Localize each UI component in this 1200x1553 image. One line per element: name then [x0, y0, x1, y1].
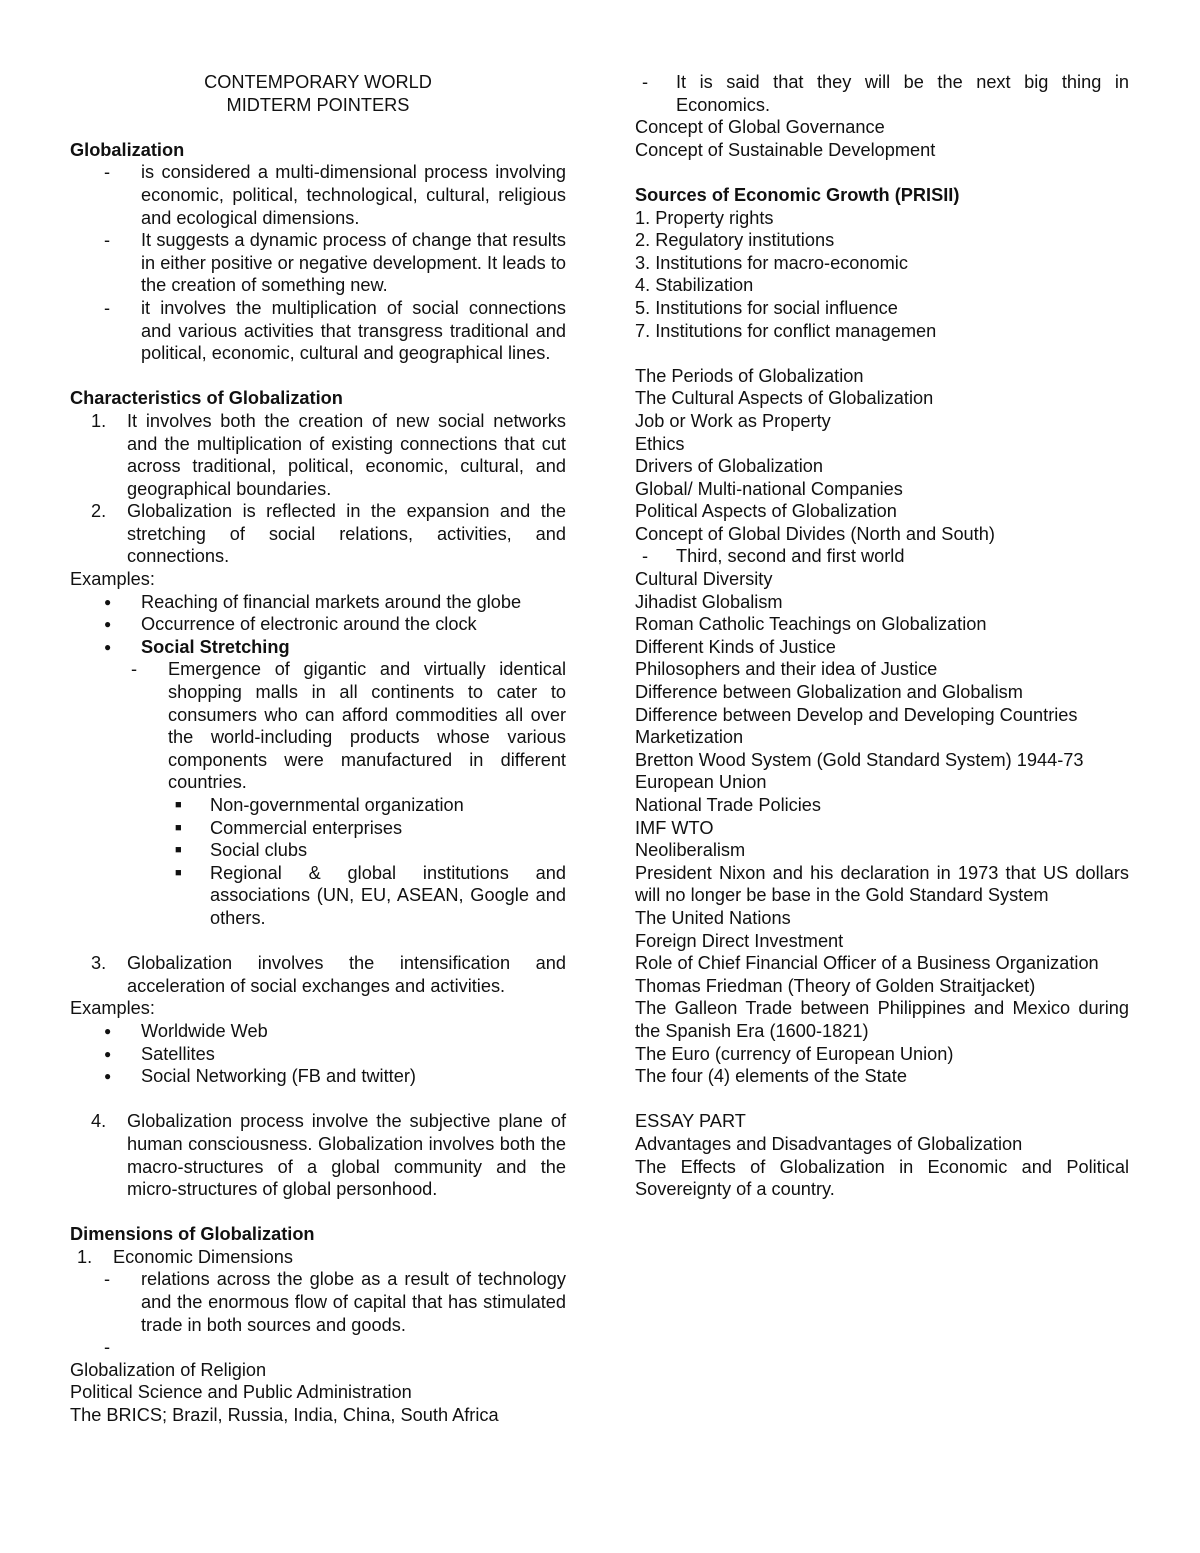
- sub-example-item: ■ Regional & global institutions and associations (UN, EU, ASEAN, Google and others.: [175, 862, 566, 928]
- social-stretching-description: - Emergence of gigantic and virtually identical shopping malls in all continents to cater to consumers who can afford commodities all over the world-including products whose various components were manufactured in different countries.: [131, 659, 566, 793]
- topic-line: The Cultural Aspects of Globalization: [635, 388, 934, 409]
- topic-paragraph: President Nixon and his declaration in 1973 that US dollars will no longer be base in the Gold Standard System: [635, 862, 1129, 906]
- essay-item: Advantages and Disadvantages of Globalization: [635, 1133, 1023, 1154]
- globalization-heading: Globalization: [70, 139, 185, 160]
- characteristic-item: 4. Globalization process involve the subjective plane of human consciousness. Globalization involves both the macro-structures of a global community and the micro-structures of global personhood.: [91, 1111, 566, 1200]
- characteristic-item: 2. Globalization is reflected in the expansion and the stretching of social relations, activities, and connections.: [91, 501, 566, 567]
- topic-line: Different Kinds of Justice: [635, 636, 836, 657]
- topic-line: Roman Catholic Teachings on Globalization: [635, 614, 987, 635]
- topic-line: Philosophers and their idea of Justice: [635, 659, 938, 680]
- topic-line: Difference between Globalization and Globalism: [635, 682, 1023, 703]
- example-item-social-stretching: ● Social Stretching: [104, 636, 290, 657]
- sub-example-item: ■ Non-governmental organization: [175, 795, 464, 815]
- topic-line: Jihadist Globalism: [635, 591, 783, 612]
- topic-line: Cultural Diversity: [635, 569, 773, 590]
- globalization-point: - It suggests a dynamic process of change that results in either positive or negative development. It leads to the creation of something new.: [104, 230, 566, 296]
- dimension-point-empty: -: [104, 1337, 111, 1358]
- source-item: 7. Institutions for conflict managemen: [635, 320, 937, 341]
- topic-line: The Euro (currency of European Union): [635, 1043, 954, 1064]
- dimensions-heading: Dimensions of Globalization: [70, 1224, 315, 1245]
- topic-paragraph: The Galleon Trade between Philippines and Mexico during the Spanish Era (1600-1821): [635, 998, 1129, 1041]
- characteristic-item: 3. Globalization involves the intensification and acceleration of social exchanges and activities.: [91, 953, 566, 996]
- topic-line: Neoliberalism: [635, 840, 746, 861]
- topic-line: Marketization: [635, 727, 744, 748]
- sources-heading: Sources of Economic Growth (PRISII): [635, 184, 960, 205]
- topic-line: Difference between Develop and Developing Countries: [635, 704, 1078, 725]
- topic-line: Foreign Direct Investment: [635, 930, 844, 951]
- left-column: [70, 71, 566, 1427]
- example-item: ● Social Networking (FB and twitter): [104, 1066, 416, 1087]
- examples-label: Examples:: [70, 569, 155, 590]
- dimension-point: - relations across the globe as a result of technology and the enormous flow of capital that has stimulated trade in both sources and goods.: [104, 1269, 566, 1335]
- tail-line: Political Science and Public Administration: [70, 1382, 412, 1403]
- topic-line: IMF WTO: [635, 817, 714, 838]
- topic-line: Concept of Global Governance: [635, 117, 885, 138]
- topic-line: Thomas Friedman (Theory of Golden Straitjacket): [635, 975, 1036, 996]
- topic-line: Concept of Global Divides (North and South): [635, 523, 995, 544]
- characteristic-item: 1. It involves both the creation of new social networks and the multiplication of existing connections that cut across traditional, political, economic, cultural, and geographical boundaries.: [91, 410, 566, 499]
- topic-paragraph: Role of Chief Financial Officer of a Business Organization: [635, 953, 1099, 974]
- topic-line: National Trade Policies: [635, 795, 822, 815]
- right-column: [635, 71, 1129, 1201]
- topic-line: Job or Work as Property: [635, 410, 831, 431]
- sub-example-item: ■ Social clubs: [175, 840, 308, 861]
- sub-example-item: ■ Commercial enterprises: [175, 817, 403, 838]
- document-subtitle: MIDTERM POINTERS: [226, 94, 410, 115]
- source-item: 3. Institutions for macro-economic: [635, 252, 908, 273]
- topic-line: The Periods of Globalization: [635, 365, 864, 386]
- topic-line: European Union: [635, 772, 767, 793]
- essay-heading: ESSAY PART: [635, 1111, 746, 1132]
- globalization-point: - is considered a multi-dimensional process involving economic, political, technological, cultural, religious and ecological dimensions.: [104, 162, 566, 228]
- tail-line: The BRICS; Brazil, Russia, India, China, South Africa: [70, 1405, 499, 1426]
- example-item: ● Reaching of financial markets around the globe: [104, 591, 522, 612]
- economics-point: - It is said that they will be the next big thing in Economics.: [642, 72, 1129, 115]
- topic-line: Concept of Sustainable Development: [635, 139, 936, 160]
- topic-line: The four (4) elements of the State: [635, 1066, 907, 1087]
- topic-line: Political Aspects of Globalization: [635, 501, 897, 522]
- source-item: 4. Stabilization: [635, 275, 754, 296]
- divides-subpoint: - Third, second and first world: [642, 546, 905, 567]
- source-item: 1. Property rights: [635, 207, 774, 228]
- example-item: ● Occurrence of electronic around the clock: [104, 614, 477, 635]
- source-item: 5. Institutions for social influence: [635, 297, 898, 318]
- tail-line: Globalization of Religion: [70, 1359, 267, 1380]
- topic-line: Global/ Multi-national Companies: [635, 478, 903, 499]
- example-item: ● Worldwide Web: [104, 1020, 268, 1041]
- topic-line: Ethics: [635, 433, 685, 454]
- topic-line: Bretton Wood System (Gold Standard System) 1944-73: [635, 749, 1084, 770]
- source-item: 2. Regulatory institutions: [635, 230, 835, 251]
- essay-item: The Effects of Globalization in Economic and Political Sovereignty of a country.: [635, 1156, 1129, 1200]
- examples-label: Examples:: [70, 998, 155, 1019]
- document-title: CONTEMPORARY WORLD: [204, 72, 432, 92]
- topic-line: Drivers of Globalization: [635, 456, 824, 477]
- topic-line: The United Nations: [635, 907, 791, 928]
- characteristics-heading: Characteristics of Globalization: [70, 388, 343, 409]
- example-item: ● Satellites: [104, 1043, 215, 1064]
- globalization-point: - it involves the multiplication of social connections and various activities that transgress traditional and political, economic, cultural and geographical lines.: [104, 297, 566, 364]
- dimension-item: 1. Economic Dimensions: [77, 1246, 293, 1267]
